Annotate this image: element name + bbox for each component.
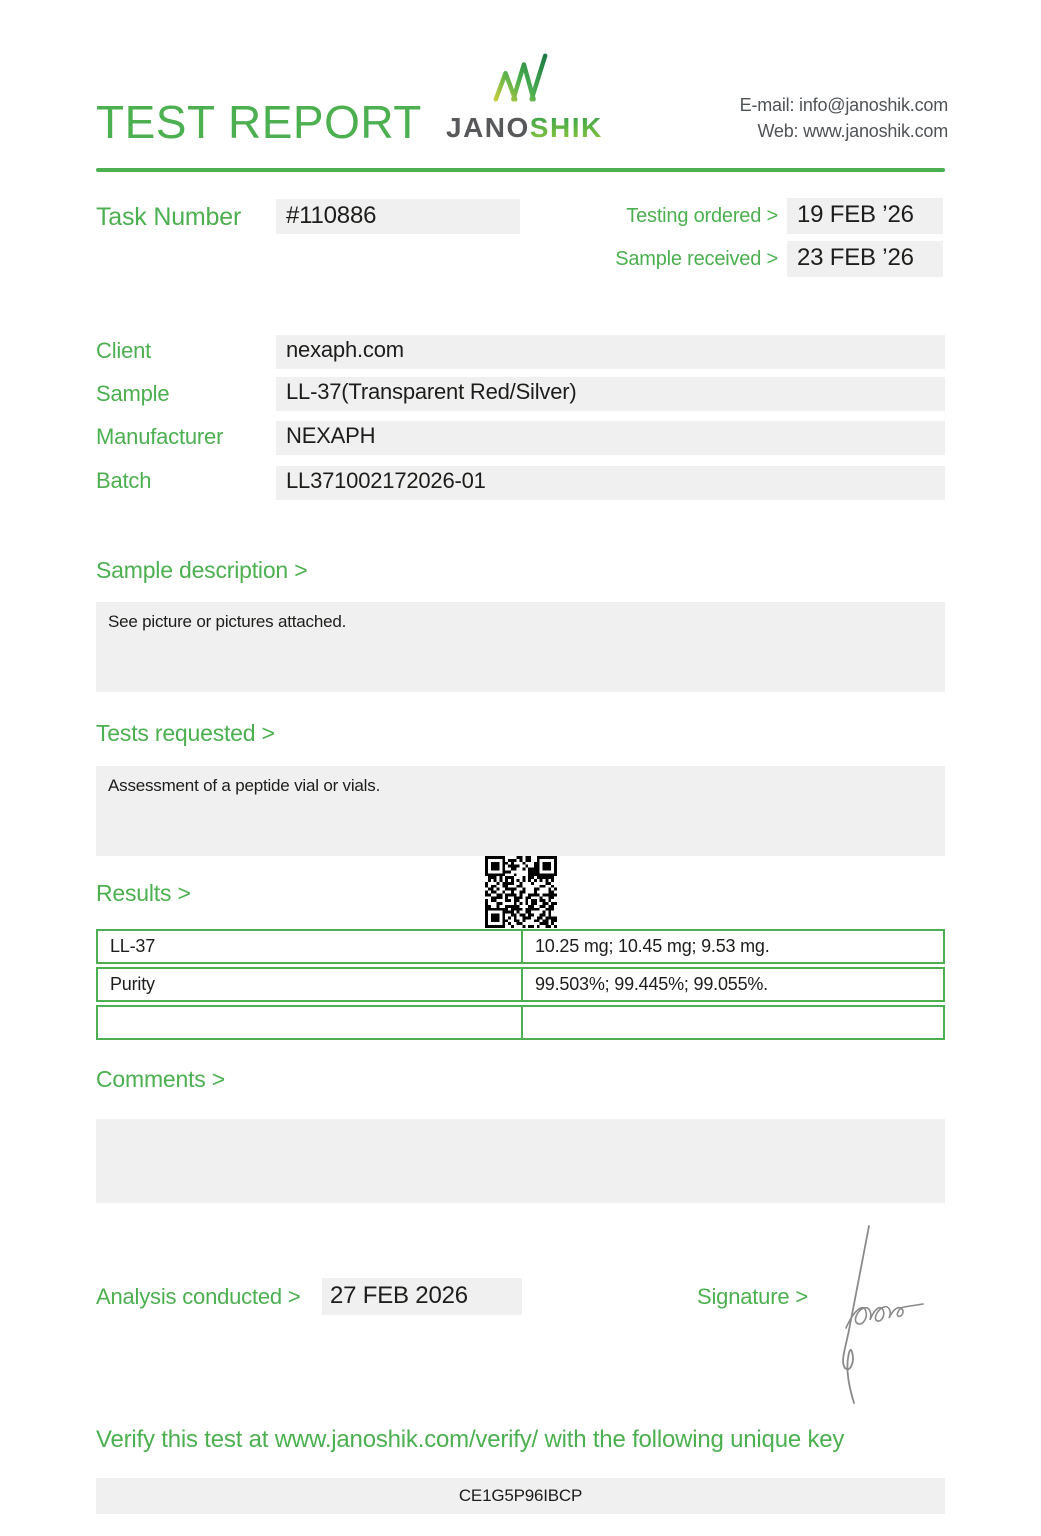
analysis-conducted-label: Analysis conducted > [96, 1284, 301, 1309]
result-name: LL-37 [96, 929, 522, 964]
testing-ordered-label: Testing ordered > [626, 205, 778, 227]
brand-name-right: SHIK [529, 112, 603, 143]
rising-peaks-chart-icon [492, 52, 550, 104]
batch-label: Batch [96, 468, 152, 493]
brand-logo [446, 52, 603, 144]
contact-block [740, 92, 948, 144]
result-value [522, 1005, 945, 1040]
sample-value: LL-37(Transparent Red/Silver) [276, 377, 945, 411]
sample-description-box: See picture or pictures attached. [96, 602, 945, 692]
task-number-value: #110886 [276, 199, 520, 234]
result-value: 99.503%; 99.445%; 99.055%. [522, 967, 945, 1002]
qr-code [485, 856, 557, 928]
contact-web: Web: www.janoshik.com [757, 121, 948, 141]
batch-value: LL371002172026-01 [276, 466, 945, 500]
table-row [96, 929, 945, 964]
tests-requested-heading: Tests requested > [96, 720, 275, 746]
analysis-conducted-value: 27 FEB 2026 [322, 1278, 522, 1315]
results-heading: Results > [96, 880, 191, 906]
verify-instruction: Verify this test at www.janoshik.com/verify/ with the following unique key [96, 1426, 845, 1453]
client-value: nexaph.com [276, 335, 945, 369]
table-row [96, 967, 945, 1002]
sample-received-label: Sample received > [615, 248, 778, 270]
signature-label: Signature > [697, 1284, 808, 1309]
comments-box [96, 1119, 945, 1203]
result-name [96, 1005, 522, 1040]
header-divider [96, 168, 945, 172]
sample-label: Sample [96, 381, 170, 406]
testing-ordered-value: 19 FEB ’26 [787, 198, 943, 234]
result-value: 10.25 mg; 10.45 mg; 9.53 mg. [522, 929, 945, 964]
table-row [96, 1005, 945, 1040]
brand-wordmark [446, 112, 603, 144]
unique-key-value: CE1G5P96IBCP [96, 1478, 945, 1514]
handwritten-signature [826, 1210, 944, 1410]
manufacturer-value: NEXAPH [276, 421, 945, 455]
tests-requested-box: Assessment of a peptide vial or vials. [96, 766, 945, 856]
results-table [96, 929, 945, 1043]
brand-name-left: JANO [446, 112, 530, 143]
manufacturer-label: Manufacturer [96, 424, 224, 449]
page-title: TEST REPORT [96, 96, 422, 148]
task-number-label: Task Number [96, 203, 242, 231]
contact-email: E-mail: info@janoshik.com [739, 95, 948, 115]
result-name: Purity [96, 967, 522, 1002]
sample-description-heading: Sample description > [96, 557, 308, 583]
client-label: Client [96, 338, 152, 363]
comments-heading: Comments > [96, 1066, 226, 1092]
sample-received-value: 23 FEB ’26 [787, 241, 943, 277]
